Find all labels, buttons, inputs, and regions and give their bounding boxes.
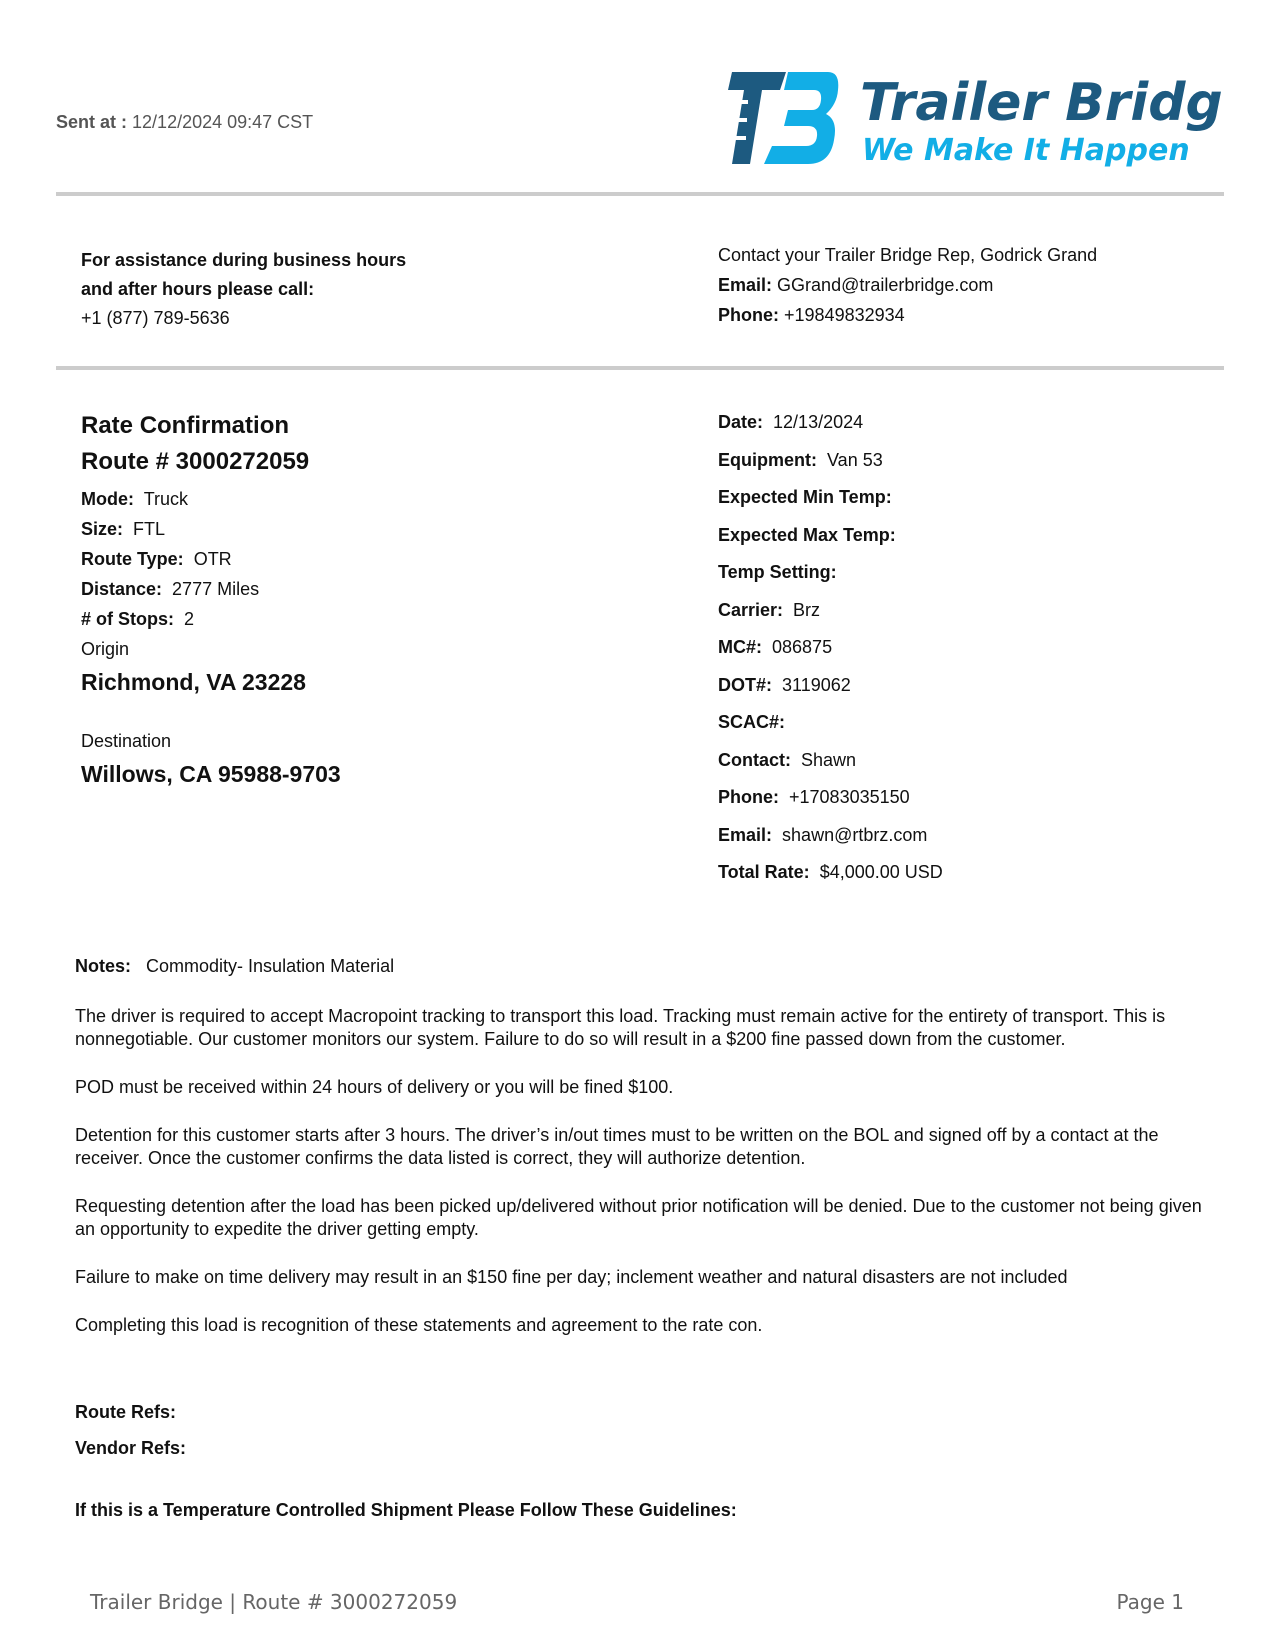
divider-top [56,192,1224,196]
rep-block [718,240,1097,330]
detail-label: DOT#: [718,674,772,695]
notes-paragraph: POD must be received within 24 hours of delivery or you will be fined $100. [75,1077,674,1097]
detail-value: 3119062 [782,674,851,695]
notes-paragraph: Requesting detention after the load has been picked up/delivered without prior notification will be denied. Due to the customer not being given an opportunity to expedite the driver getting empty. [75,1196,1202,1239]
detail-label: Phone: [718,787,779,807]
vendor-refs-label: Vendor Refs: [75,1438,187,1458]
detail-row [718,600,943,638]
notes-paragraph: Failure to make on time delivery may result in an $150 fine per day; inclement weather and natural disasters are not included [75,1267,1068,1287]
detail-row [718,450,943,488]
rep-intro: Contact your Trailer Bridge Rep, Godrick Grand [718,245,1098,265]
detail-value: 12/13/2024 [773,412,864,432]
footer-route: Trailer Bridge | Route # 3000272059 [90,1590,458,1614]
sent-at [56,112,313,133]
notes-value: Commodity- Insulation Material [146,956,395,976]
detail-label: Carrier: [718,599,784,620]
sent-at-value: 12/12/2024 09:47 CST [132,112,314,132]
detail-label: Contact: [718,749,791,770]
detail-row [718,412,943,450]
temperature-guidelines-heading: If this is a Temperature Controlled Shipment Please Follow These Guidelines: [75,1500,737,1520]
route-number: Route # 3000272059 [81,448,310,475]
detail-row [718,487,943,525]
logo-name: Trailer Bridge [860,73,1224,133]
refs-section [75,1402,186,1474]
page-title: Rate Confirmation [81,412,290,439]
load-details [718,412,943,900]
distance-value: 2777 Miles [172,579,260,599]
origin-label: Origin [81,639,130,659]
detail-label: Expected Max Temp: [718,524,896,545]
rep-email-label: Email: [718,275,773,295]
assistance-line1: For assistance during business hours [81,250,407,270]
detail-value: +17083035150 [789,787,910,807]
detail-value: shawn@rtbrz.com [782,824,928,845]
size-label: Size: [81,519,124,539]
divider-middle [56,366,1224,370]
notes-section [75,955,1210,1362]
detail-value: Brz [793,599,821,620]
stops-value: 2 [184,609,195,629]
route-refs-label: Route Refs: [75,1402,177,1422]
tb-mark [728,72,838,164]
notes-paragraph: The driver is required to accept Macropoint tracking to transport this load. Tracking must remain active for the entirety of transport. This is nonnegotiable. Our customer monitors our system. Failure to do so will result in a $200 fine passed down from the customer. [75,1006,1166,1049]
rep-phone: +19849832934 [784,305,905,325]
notes-paragraph: Completing this load is recognition of these statements and agreement to the rate con. [75,1315,763,1335]
destination-label: Destination [81,731,172,751]
detail-label: Expected Min Temp: [718,487,892,507]
mode-label: Mode: [81,489,134,509]
logo-tagline: We Make It Happen [862,133,1190,168]
rep-phone-label: Phone: [718,305,779,325]
route-summary [81,412,341,792]
assistance-block [81,246,406,333]
detail-label: Email: [718,824,773,845]
detail-label: Temp Setting: [718,562,837,582]
assistance-phone: +1 (877) 789-5636 [81,308,230,328]
sent-at-label: Sent at : [56,112,128,132]
company-logo [728,70,1224,170]
detail-value: Shawn [801,749,857,770]
detail-row [718,825,943,863]
route-type-label: Route Type: [81,549,184,569]
detail-label: SCAC#: [718,712,786,732]
notes-paragraph: Detention for this customer starts after 3 hours. The driver’s in/out times must to be written on the BOL and signed off by a contact at the receiver. Once the customer confirms the data listed is correct, they will authorize detention. [75,1125,1159,1168]
notes-label: Notes: [75,956,132,976]
route-type-value: OTR [193,549,232,569]
detail-value: $4,000.00 USD [819,862,943,882]
detail-row [718,750,943,788]
destination-value: Willows, CA 95988-9703 [81,761,341,787]
distance-label: Distance: [81,579,163,599]
mode-value: Truck [143,489,189,509]
detail-row [718,787,943,825]
detail-row [718,675,943,713]
size-value: FTL [133,519,166,539]
origin-value: Richmond, VA 23228 [81,669,306,695]
footer-page-number: Page 1 [1116,1590,1184,1614]
trailer-bridge-logo-icon [728,70,1224,170]
detail-value: Van 53 [827,449,883,470]
detail-row [718,637,943,675]
assistance-line2: and after hours please call: [81,279,315,299]
detail-value: 086875 [772,637,833,657]
detail-label: Equipment: [718,449,817,470]
detail-row [718,862,943,900]
stops-label: # of Stops: [81,609,174,629]
detail-label: MC#: [718,637,762,657]
detail-row [718,712,943,750]
detail-label: Total Rate: [718,862,810,882]
detail-row [718,562,943,600]
detail-label: Date: [718,412,764,432]
detail-row [718,525,943,563]
rep-email: GGrand@trailerbridge.com [777,275,994,295]
